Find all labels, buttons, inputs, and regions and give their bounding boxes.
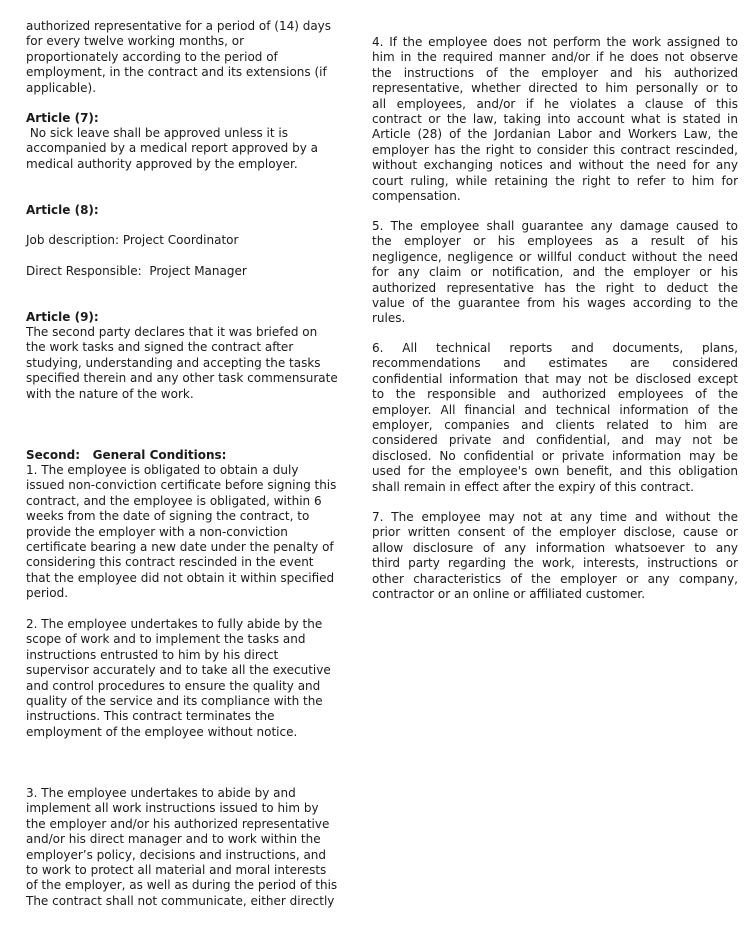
text-line: period.	[26, 586, 69, 601]
job-description	[26, 233, 366, 248]
text-line: 5. The employee shall guarantee any damage caused to	[372, 219, 738, 233]
condition-6	[372, 341, 738, 495]
text-line: authorized representative has the right to deduct the	[372, 280, 738, 295]
text-line: medical authority approved by the employer.	[26, 156, 298, 171]
text-line: employer. All financial and technical information of the	[372, 402, 738, 417]
general-conditions-heading	[26, 448, 366, 463]
text-line: and control procedures to ensure the quality and	[26, 678, 321, 693]
text-line: the employer and/or his authorized representative	[26, 816, 330, 831]
text-line: disclosed. No confidential or private information may be	[372, 448, 738, 463]
text-line: authorized representative for a period of (14) days	[26, 19, 332, 33]
text-line: The second party declares that it was briefed on	[26, 325, 318, 339]
text-line: court ruling, while retaining the right to refer to him for	[372, 173, 738, 188]
text-line: Direct Responsible: Project Manager	[26, 264, 247, 278]
text-line: instructions entrusted to him by his direct	[26, 647, 279, 662]
text-line: 3. The employee undertakes to abide by and	[26, 786, 296, 800]
text-line: rules.	[372, 311, 406, 326]
text-line: No sick leave shall be approved unless it is	[26, 126, 288, 140]
text-line: weeks from the date of signing the contract, to	[26, 509, 310, 524]
text-line: contract or the law, taking into account what is stated in	[372, 111, 738, 126]
text-line: implement all work instructions issued to him by	[26, 801, 319, 816]
text-line: considering this contract rescinded in the event	[26, 555, 314, 570]
text-line: 7. The employee may not at any time and without the	[372, 510, 738, 524]
heading-text: Second: General Conditions:	[26, 448, 227, 462]
text-line: all employees, and/or if he violates a clause of this	[372, 96, 738, 111]
text-line: compensation.	[372, 188, 461, 203]
text-line: proportionately according to the period of	[26, 49, 278, 64]
text-line: instructions. This contract terminates the	[26, 709, 275, 724]
text-line: negligence, negligence or willful conduct without the need	[372, 249, 738, 264]
text-line: for every twelve working months, or	[26, 34, 245, 49]
article-9-heading	[26, 310, 366, 325]
text-line: employer’s policy, decisions and instructions, and	[26, 847, 327, 862]
condition-4	[372, 35, 738, 204]
condition-3	[26, 786, 366, 909]
article-9-body	[26, 325, 366, 402]
condition-1	[26, 463, 366, 602]
text-line: studying, understanding and accepting the tasks	[26, 355, 321, 370]
text-line: employer, companies and clients related to him are	[372, 417, 738, 432]
heading-text: Article (9):	[26, 310, 99, 324]
article-7-body	[26, 126, 366, 172]
text-line: quality of the service and its compliance with the	[26, 694, 323, 709]
article-7-heading	[26, 111, 366, 126]
text-line: the work tasks and signed the contract after	[26, 340, 294, 355]
text-line: and/or his direct manager and to work within the	[26, 832, 321, 847]
heading-text: Article (8):	[26, 203, 99, 217]
text-line: representative, whether directed to him personally or to	[372, 81, 738, 96]
heading-text: Article (7):	[26, 111, 99, 125]
text-line: to work to protect all material and moral interests	[26, 863, 327, 878]
text-line: that the employee did not obtain it within specified	[26, 570, 335, 585]
text-line: other characteristics of the employer or any company,	[372, 571, 738, 586]
text-line: the instructions of the employer and his authorized	[372, 65, 738, 80]
condition-7	[372, 510, 738, 602]
text-line: accompanied by a medical report approved by a	[26, 141, 318, 156]
text-line: confidential information that may not be disclosed except	[372, 371, 738, 386]
text-line: considered private and confidential, and may not be	[372, 433, 738, 448]
text-line: scope of work and to implement the tasks and	[26, 632, 306, 647]
text-line: supervisor accurately and to take all the executive	[26, 663, 331, 678]
text-line: 4. If the employee does not perform the work assigned to	[372, 35, 738, 49]
article-8-heading	[26, 203, 366, 218]
text-line: him in the required manner and/or if he does not observe	[372, 50, 738, 65]
text-line: without exchanging notices and without the need for any	[372, 158, 738, 173]
text-line: allow disclosure of any information whatsoever to any	[372, 540, 738, 555]
text-line: shall remain in effect after the expiry of this contract.	[372, 479, 694, 494]
text-line: the employer or his employees as a result of his	[372, 234, 738, 249]
text-line: The contract shall not communicate, either directly	[26, 893, 335, 908]
condition-2	[26, 617, 366, 740]
text-line: employment of the employee without notice.	[26, 724, 298, 739]
condition-5	[372, 219, 738, 327]
text-line: for any claim or notification, and the employer or his	[372, 265, 738, 280]
text-line: with the nature of the work.	[26, 386, 194, 401]
text-line: prior written consent of the employer disclose, cause or	[372, 525, 738, 540]
text-line: recommendations and estimates are considered	[372, 356, 738, 371]
text-line: provide the employer with a non-conviction	[26, 524, 288, 539]
text-line: certificate bearing a new date under the penalty of	[26, 540, 334, 555]
direct-responsible	[26, 264, 366, 279]
text-line: specified therein and any other task commensurate	[26, 371, 338, 386]
text-line: to the responsible and authorized employees of the	[372, 387, 738, 402]
text-line: contractor or an online or affiliated customer.	[372, 586, 646, 601]
text-line: employer has the right to consider this contract rescinded,	[372, 142, 738, 157]
text-line: Job description: Project Coordinator	[26, 233, 239, 247]
text-line: issued non-conviction certificate before signing this	[26, 478, 337, 493]
text-line: employment, in the contract and its extensions (if	[26, 65, 327, 80]
text-line: 6. All technical reports and documents, plans,	[372, 341, 738, 355]
text-line: third party regarding the work, interests, instructions or	[372, 556, 738, 571]
text-line: Article (28) of the Jordanian Labor and Workers Law, the	[372, 127, 738, 142]
annual-leave-paragraph	[26, 19, 366, 96]
text-line: of the employer, as well as during the period of this	[26, 878, 338, 893]
text-line: contract, and the employee is obligated, within 6	[26, 493, 322, 508]
text-line: 2. The employee undertakes to fully abide by the	[26, 617, 323, 631]
text-line: 1. The employee is obligated to obtain a duly	[26, 463, 299, 477]
text-line: used for the employee's own benefit, and this obligation	[372, 464, 738, 479]
text-line: value of the guarantee from his wages according to the	[372, 295, 738, 310]
text-line: applicable).	[26, 80, 97, 95]
